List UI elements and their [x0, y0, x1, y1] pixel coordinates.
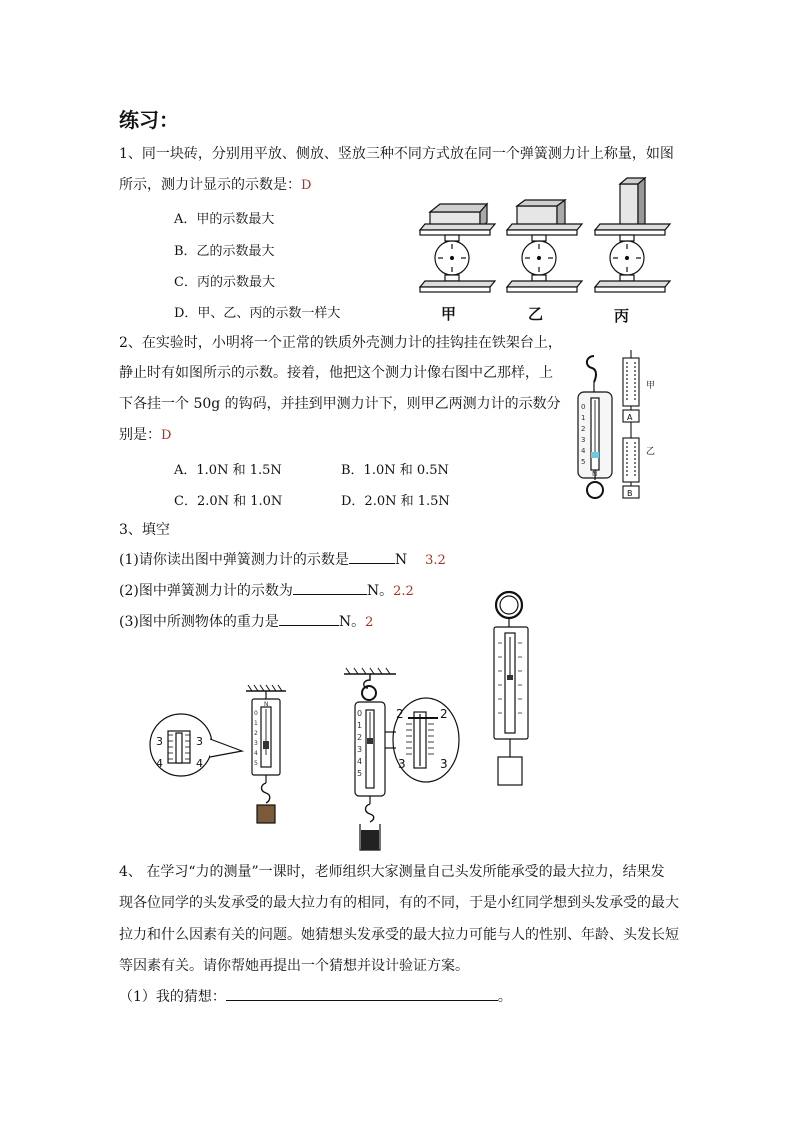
- q2-label-a: A: [627, 413, 633, 422]
- q4-sub1-end: 。: [497, 989, 512, 1005]
- q3-fig2-scale-5: 5: [357, 769, 363, 778]
- q2-option-c: C．2.0N 和 1.0N: [174, 494, 283, 509]
- q1-label-jia: 甲: [441, 305, 457, 323]
- q4-sub1: [119, 988, 512, 1006]
- q3-fig1-mag-3-left: 3: [156, 735, 163, 748]
- q3-item1-answer: 3.2: [425, 553, 446, 568]
- q1-line2-text: 所示，测力计显示的示数是：: [119, 177, 301, 193]
- q2-figure-series: [615, 350, 675, 500]
- q1-label-bing: 丙: [614, 307, 630, 325]
- q2-scale-label-n: N: [592, 470, 598, 478]
- q4-line4: 等因素有关。请你帮她再提出一个猜想并设计验证方案。: [119, 958, 469, 974]
- q3-fig1-mag-4-right: 4: [196, 757, 203, 770]
- q3-fig2-mag-3-left: 3: [398, 757, 406, 771]
- q2-line1: 2、在实验时，小明将一个正常的铁质外壳测力计的挂钩挂在铁架台上，: [119, 335, 562, 351]
- q1-option-b: B．乙的示数最大: [174, 244, 275, 259]
- scale-jia: [420, 204, 495, 292]
- q3-fig2-scale-0: 0: [357, 709, 363, 718]
- q2-scale-label-5: 5: [581, 458, 586, 466]
- q2-line4-text: 别是：: [119, 427, 161, 443]
- q3-fig2-scale-3: 3: [357, 745, 363, 754]
- q3-item1-unit: N: [394, 552, 408, 568]
- q4-sub1-label: （1）我的猜想：: [119, 989, 226, 1005]
- q3-fig2-mag-2-right: 2: [440, 707, 448, 721]
- q2-line3: 下各挂一个 50g 的钩码，并挂到甲测力计下，则甲乙两测力计的示数分: [119, 396, 561, 412]
- q3-fig2-scale-2: 2: [357, 733, 363, 742]
- q3-heading: 3、填空: [119, 522, 170, 538]
- q4-line2: 现各位同学的头发承受的最大拉力有的相同，有的不同，于是小红同学想到头发承受的最大: [119, 895, 679, 911]
- q3-item2-blank[interactable]: [293, 582, 367, 595]
- q2-scale-label-4: 4: [581, 447, 586, 455]
- q3-item2-text: (2)图中弹簧测力计的示数为: [119, 583, 293, 599]
- q3-fig1-mag-4-left: 4: [156, 757, 163, 770]
- q2-scale-label-1: 1: [581, 414, 586, 422]
- q4-line1: 4、 在学习“力的测量”一课时，老师组织大家测量自己头发所能承受的最大拉力，结果发: [119, 864, 665, 880]
- q3-item1: [119, 551, 446, 570]
- q3-fig1-scale-0: 0: [254, 710, 258, 717]
- q3-fig1-scale-2: 2: [254, 730, 258, 737]
- q3-fig1-mag-3-right: 3: [196, 735, 203, 748]
- q2-figure-scale: [568, 352, 620, 502]
- q1-option-d: D．甲、乙、丙的示数一样大: [174, 306, 341, 321]
- q2-label-jia: 甲: [646, 381, 656, 391]
- q1-line1: 1、同一块砖，分别用平放、侧放、竖放三种不同方式放在同一个弹簧测力计上称量，如图: [119, 146, 674, 162]
- q3-figure-2: [340, 668, 465, 858]
- q3-fig2-mag-2-left: 2: [396, 707, 404, 721]
- q4-sub1-blank[interactable]: [226, 988, 498, 1001]
- q2-scale-label-2: 2: [581, 425, 586, 433]
- q3-item2-unit: N。: [366, 583, 394, 599]
- q2-line4: [119, 426, 171, 445]
- q3-item3-unit: N。: [338, 614, 366, 630]
- q1-option-c: C．丙的示数最大: [174, 275, 275, 290]
- q2-label-yi: 乙: [646, 447, 656, 457]
- q3-fig1-scale-5: 5: [254, 760, 258, 767]
- scale-bing: [595, 178, 670, 292]
- q3-item1-text: (1)请你读出图中弹簧测力计的示数是: [119, 552, 349, 568]
- q2-answer: D: [161, 428, 172, 443]
- q2-line2: 静止时有如图所示的示数。接着，他把这个测力计像右图中乙那样，上: [119, 365, 553, 381]
- q3-figure-1: [148, 685, 298, 830]
- q3-figure-3: [488, 587, 538, 802]
- q1-label-yi: 乙: [528, 305, 544, 323]
- q2-option-b: B．1.0N 和 0.5N: [341, 463, 449, 478]
- q3-item3: [119, 613, 373, 632]
- q4-line3: 拉力和什么因素有关的问题。她猜想头发承受的最大拉力可能与人的性别、年龄、头发长短: [119, 927, 679, 943]
- page-title: 练习：: [119, 108, 179, 132]
- q3-fig2-scale-1: 1: [357, 721, 363, 730]
- q3-fig1-scale-3: 3: [254, 740, 258, 747]
- q3-item3-text: (3)图中所测物体的重力是: [119, 614, 279, 630]
- q2-scale-label-3: 3: [581, 436, 586, 444]
- q3-fig1-scale-n: N: [264, 701, 269, 708]
- q3-item3-answer: 2: [365, 615, 374, 630]
- q3-fig1-scale-1: 1: [254, 720, 258, 727]
- q2-option-a: A．1.0N 和 1.5N: [174, 463, 282, 478]
- q3-item2: [119, 582, 414, 601]
- q2-label-b: B: [627, 489, 633, 498]
- q3-item2-answer: 2.2: [393, 584, 414, 599]
- q3-fig1-scale-4: 4: [254, 750, 258, 757]
- q3-item1-blank[interactable]: [349, 551, 395, 564]
- q2-option-d: D．2.0N 和 1.5N: [341, 494, 450, 509]
- scale-yi: [507, 200, 582, 292]
- q3-fig2-mag-3-right: 3: [440, 757, 448, 771]
- q1-option-a: A．甲的示数最大: [174, 212, 275, 227]
- q3-item3-blank[interactable]: [279, 613, 339, 626]
- q2-scale-label-0: 0: [581, 403, 586, 411]
- q1-line2: [119, 176, 311, 195]
- q1-answer: D: [301, 178, 312, 193]
- q3-fig2-scale-4: 4: [357, 757, 363, 766]
